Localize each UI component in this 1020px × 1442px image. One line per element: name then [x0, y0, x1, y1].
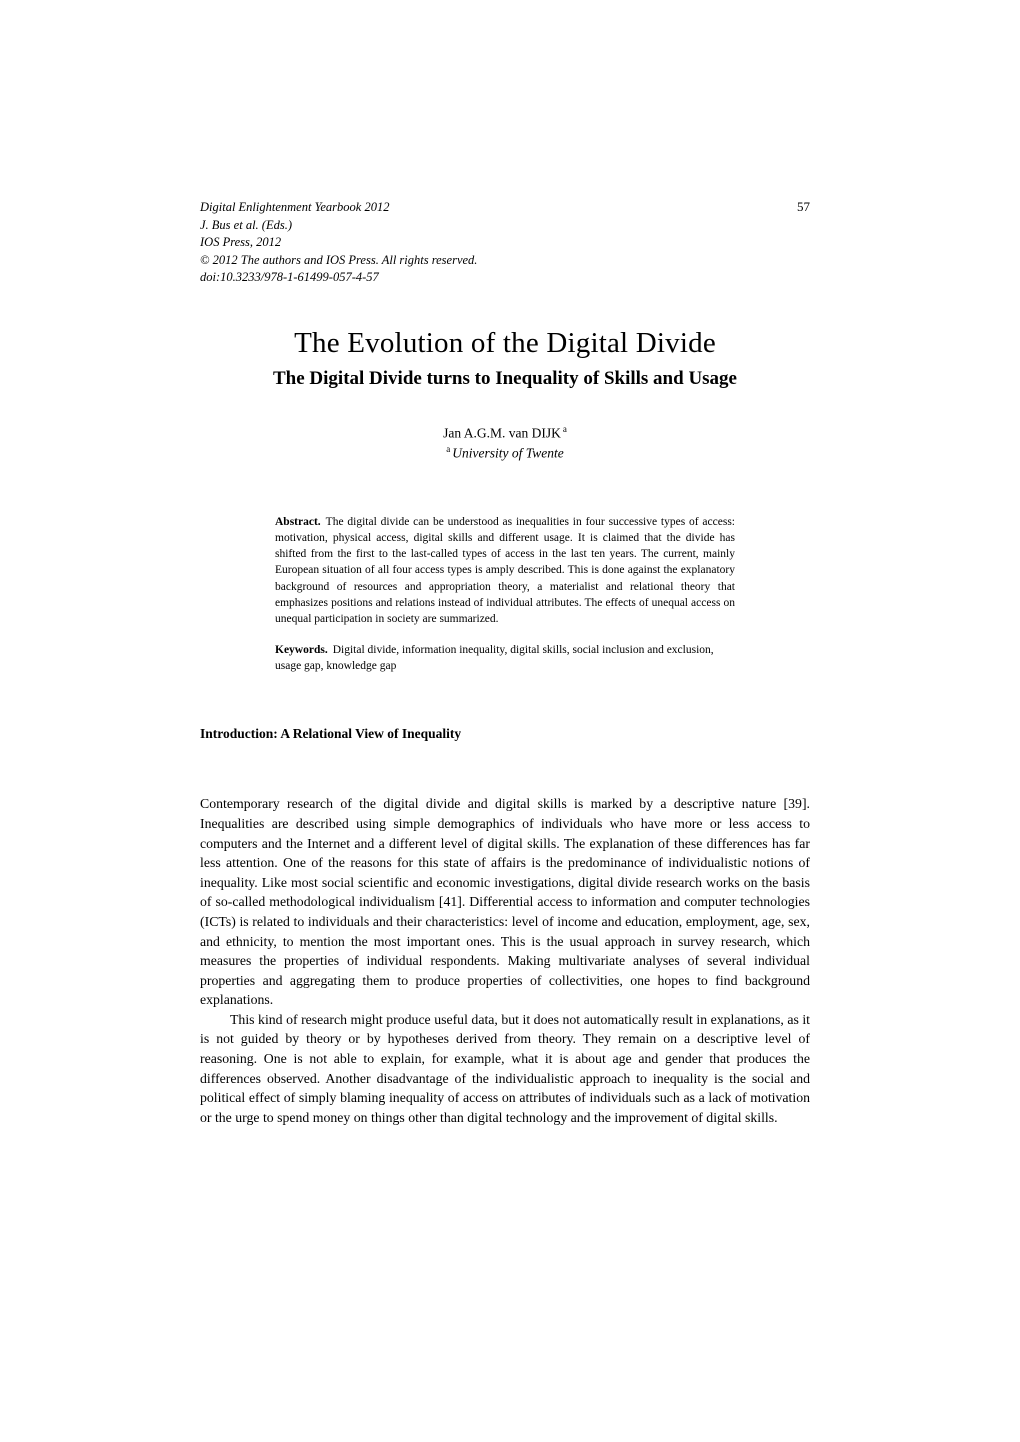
paper-title: The Evolution of the Digital Divide — [294, 326, 716, 359]
keywords-label: Keywords. — [275, 643, 328, 656]
abstract-block — [275, 514, 735, 628]
author-affiliation-mark: a — [562, 423, 567, 434]
editors-line: J. Bus et al. (Eds.) — [200, 217, 292, 232]
affiliation-line — [200, 444, 810, 462]
paper-subtitle: The Digital Divide turns to Inequality of Skills and Usage — [273, 367, 737, 389]
abstract-text: The digital divide can be understood as inequalities in four successive types of access: motivation, physical access, digital skills and different usage. It is claimed that the divide has shifted from the first to the last-called types of access in the last ten years. The current, mainly European situation of all four access types is amply described. This is done against the explanatory background of resources and appropriation theory, a materialist and relational theory that emphasizes positions and relations instead of individual attributes. The effects of unequal access on unequal participation in society are summarized. — [275, 515, 735, 626]
book-title: Digital Enlightenment Yearbook 2012 — [200, 200, 390, 214]
imprint-row — [200, 198, 810, 217]
affiliation-mark: a — [446, 444, 451, 454]
imprint-block — [200, 198, 810, 287]
affiliation-text: University of Twente — [452, 445, 564, 461]
author-name: Jan A.G.M. van DIJK — [443, 425, 561, 440]
body-paragraph: This kind of research might produce useful data, but it does not automatically result in explanations, as it is not guided by theory or by hypotheses derived from theory. They remain on a descriptive level of reasoning. One is not able to explain, for example, what it is about age and gender that produces the differences observed. Another disadvantage of the individualistic approach to inequality is the social and political effect of simply blaming inequality of access on attributes of individuals such as a lack of motivation or the urge to spend money on things other than digital technology and the improvement of digital skills. — [200, 1011, 810, 1125]
keywords-block — [275, 642, 735, 675]
abstract-label: Abstract. — [275, 515, 321, 528]
publisher-line: IOS Press, 2012 — [200, 235, 282, 249]
body-paragraph: Contemporary research of the digital divide and digital skills is marked by a descriptive nature [39]. Inequalities are described using simple demographics of individuals who have more or less access to computers and the Internet and a different level of digital skills. The explanation of these differences has far less attention. One of the reasons for this state of affairs is the predominance of individualistic notions of inequality. Like most social scientific and economic investigations, digital divide research works on the basis of so-called methodological individualism [41]. Differential access to information and computer technologies (ICTs) is related to individuals and their characteristics: level of income and education, employment, age, sex, and ethnicity, to mention the most important ones. This is the usual approach in survey research, which measures the properties of individual respondents. Making multivariate analyses of several individual properties and aggregating them to produce properties of collectivities, one hopes to find background explanations. — [200, 796, 810, 1008]
copyright-line: © 2012 The authors and IOS Press. All rights reserved. — [200, 252, 478, 267]
author-line — [200, 424, 810, 442]
page-number: 57 — [797, 199, 810, 214]
page-content — [200, 198, 810, 1127]
section-heading: Introduction: A Relational View of Inequality — [200, 726, 462, 742]
doi-line: doi:10.3233/978-1-61499-057-4-57 — [200, 270, 379, 284]
keywords-text: Digital divide, information inequality, digital skills, social inclusion and exclusion, usage gap, knowledge gap — [275, 643, 714, 673]
